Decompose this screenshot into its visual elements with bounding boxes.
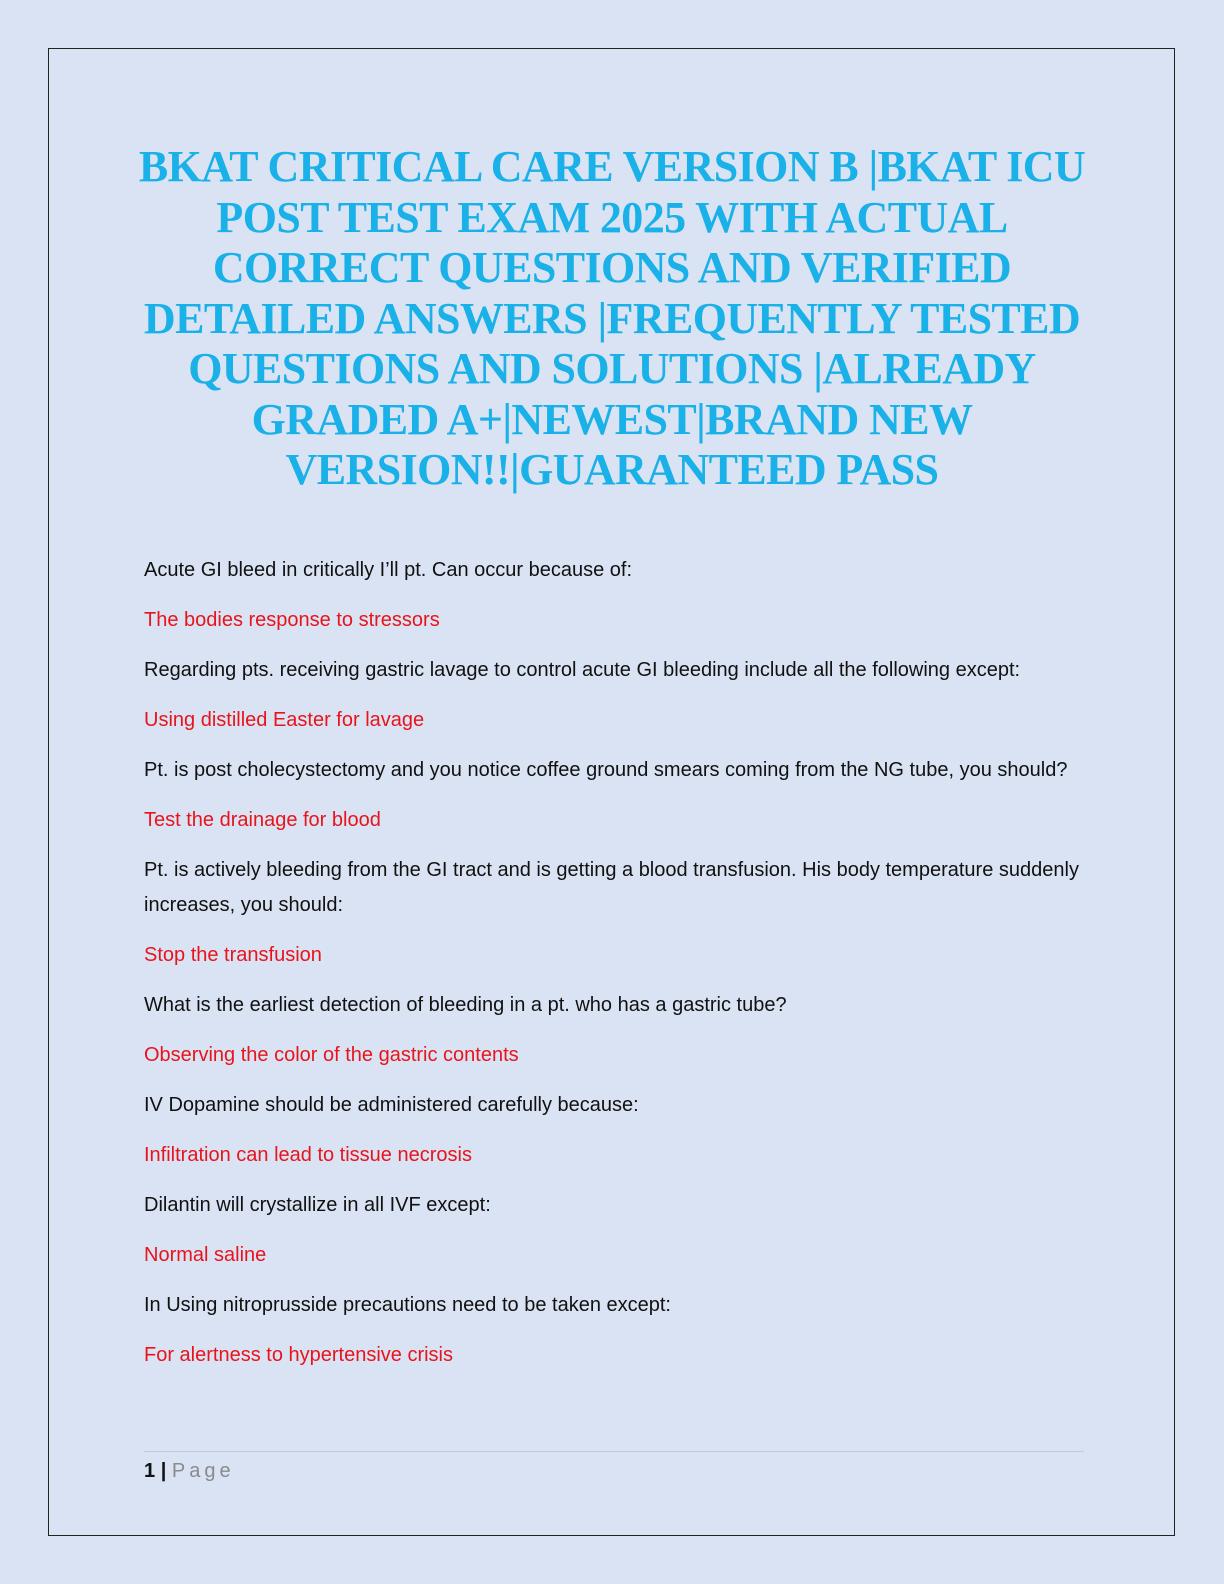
page-footer [144, 1456, 235, 1486]
answer-4: Stop the transfusion [144, 944, 322, 966]
question-4: Pt. is actively bleeding from the GI tract and is getting a blood transfusion. His body temperature suddenly increases, you should: [144, 859, 1079, 916]
page-number: 1 [144, 1460, 156, 1482]
question-7: Dilantin will crystallize in all IVF except: [144, 1194, 491, 1216]
answer-2: Using distilled Easter for lavage [144, 709, 425, 731]
question-2: Regarding pts. receiving gastric lavage to control acute GI bleeding include all the following except: [144, 659, 1021, 681]
answer-8: For alertness to hypertensive crisis [144, 1344, 454, 1366]
answer-6: Infiltration can lead to tissue necrosis [144, 1144, 472, 1166]
question-3: Pt. is post cholecystectomy and you notice coffee ground smears coming from the NG tube, you should? [144, 759, 1068, 781]
answer-7: Normal saline [144, 1244, 267, 1266]
answer-5: Observing the color of the gastric contents [144, 1044, 519, 1066]
question-1: Acute GI bleed in critically I’ll pt. Can occur because of: [144, 559, 633, 581]
question-6: IV Dopamine should be administered carefully because: [144, 1094, 639, 1116]
footer-separator: | [160, 1460, 167, 1482]
page-label: Page [171, 1460, 235, 1482]
qa-list [144, 553, 1089, 1388]
answer-3: Test the drainage for blood [144, 809, 381, 831]
question-8: In Using nitroprusside precautions need to be taken except: [144, 1294, 671, 1316]
answer-1: The bodies response to stressors [144, 609, 440, 631]
question-5: What is the earliest detection of bleeding in a pt. who has a gastric tube? [144, 994, 787, 1016]
document-title: BKAT CRITICAL CARE VERSION B |BKAT ICU POST TEST EXAM 2025 WITH ACTUAL CORRECT QUESTIONS AND VERIFIED DETAILED ANSWERS |FREQUENTLY TESTED QUESTIONS AND SOLUTIONS |ALREADY GRADED A+|NEWEST|BRAND NEW VERSION!!|GUARANTEED PASS [138, 142, 1086, 494]
footer-divider [144, 1451, 1084, 1452]
